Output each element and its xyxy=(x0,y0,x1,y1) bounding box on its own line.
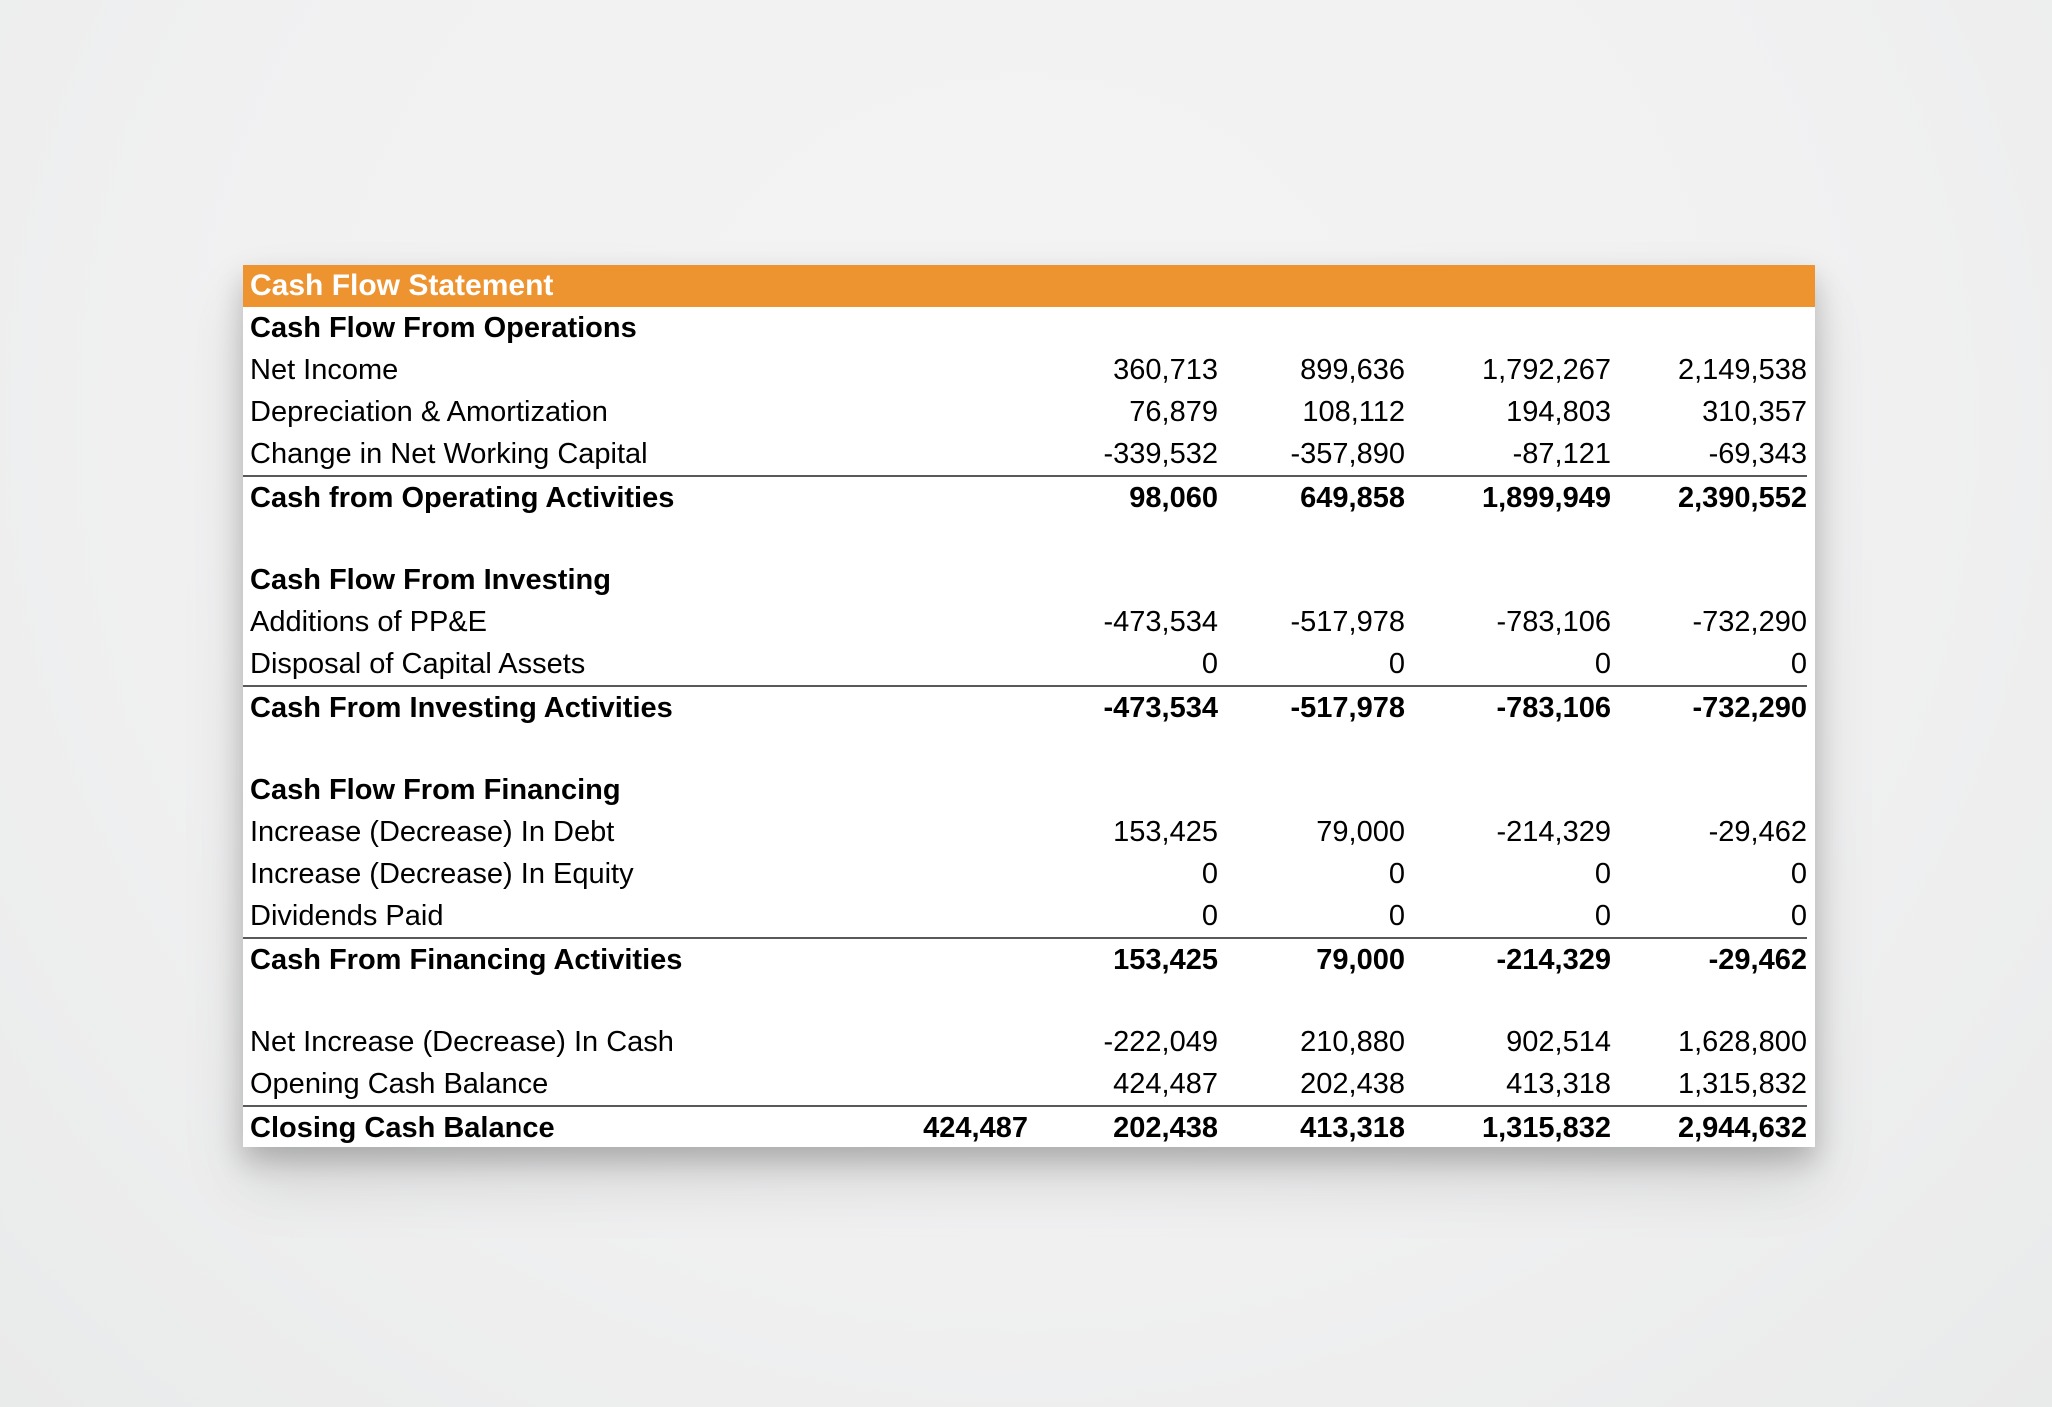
table-row-cash-flow-from-investing xyxy=(243,559,1807,601)
row-label: Cash Flow From Operations xyxy=(250,312,637,344)
row-value-col3: 0 xyxy=(1388,900,1405,932)
table-row-cash-flow-from-financing xyxy=(243,769,1807,811)
row-value-col3: 108,112 xyxy=(1302,396,1405,428)
row-value-col4: 902,514 xyxy=(1506,1026,1611,1058)
row-value-col5: 0 xyxy=(1790,900,1807,932)
row-value-col2: 0 xyxy=(1201,858,1218,890)
row-value-col2: 153,425 xyxy=(1113,816,1218,848)
statement-title: Cash Flow Statement xyxy=(250,269,554,302)
row-value-col2: 424,487 xyxy=(1113,1068,1218,1100)
row-value-col5: 1,628,800 xyxy=(1677,1026,1807,1058)
table-row-depreciation-amortization xyxy=(243,391,1807,433)
row-label: Increase (Decrease) In Equity xyxy=(250,858,634,890)
table-row-opening-cash-balance xyxy=(243,1063,1807,1105)
row-value-col2: 360,713 xyxy=(1113,354,1218,386)
statement-table xyxy=(243,307,1815,1147)
row-value-col2: 98,060 xyxy=(1129,482,1218,514)
table-row-closing-cash-balance xyxy=(243,1105,1807,1147)
row-value-col5: -29,462 xyxy=(1708,816,1807,848)
row-value-col3: 649,858 xyxy=(1300,482,1405,514)
row-label: Cash Flow From Financing xyxy=(250,774,621,806)
row-value-col5: 0 xyxy=(1790,648,1807,680)
row-label: Closing Cash Balance xyxy=(250,1112,555,1144)
row-value-col2: 76,879 xyxy=(1129,396,1218,428)
row-label: Increase (Decrease) In Debt xyxy=(250,816,615,848)
row-label: Depreciation & Amortization xyxy=(250,396,608,428)
row-value-col5: -29,462 xyxy=(1708,944,1807,976)
row-value-col2: 0 xyxy=(1201,648,1218,680)
row-value-col4: -214,329 xyxy=(1496,816,1611,848)
row-label: Net Increase (Decrease) In Cash xyxy=(250,1026,674,1058)
row-value-col1: 424,487 xyxy=(923,1112,1028,1144)
row-value-col2: 0 xyxy=(1201,900,1218,932)
row-value-col2: -339,532 xyxy=(1103,438,1218,470)
row-label: Dividends Paid xyxy=(250,900,444,932)
row-value-col5: 2,944,632 xyxy=(1677,1112,1807,1144)
row-value-col3: 210,880 xyxy=(1300,1026,1405,1058)
row-value-col4: -783,106 xyxy=(1496,606,1611,638)
row-value-col4: 0 xyxy=(1594,900,1611,932)
row-value-col2: -473,534 xyxy=(1103,692,1218,724)
row-value-col3: -357,890 xyxy=(1290,438,1405,470)
table-row-increase-decrease-in-equity xyxy=(243,853,1807,895)
row-value-col3: -517,978 xyxy=(1290,692,1405,724)
row-value-col4: -87,121 xyxy=(1512,438,1611,470)
row-value-col4: 0 xyxy=(1594,648,1611,680)
table-row-change-in-net-working-capital xyxy=(243,433,1807,475)
table-row-blank xyxy=(243,517,1807,559)
row-value-col4: 1,315,832 xyxy=(1481,1112,1611,1144)
row-value-col5: -732,290 xyxy=(1692,692,1807,724)
row-value-col4: -214,329 xyxy=(1496,944,1611,976)
table-row-cash-from-operating-activities xyxy=(243,475,1807,517)
row-value-col5: 2,149,538 xyxy=(1677,354,1807,386)
table-row-net-income xyxy=(243,349,1807,391)
row-value-col3: 413,318 xyxy=(1300,1112,1405,1144)
table-row-cash-from-investing-activities xyxy=(243,685,1807,727)
row-value-col4: 1,792,267 xyxy=(1481,354,1611,386)
row-value-col4: 1,899,949 xyxy=(1481,482,1611,514)
row-value-col3: 899,636 xyxy=(1300,354,1405,386)
row-label: Cash Flow From Investing xyxy=(250,564,611,596)
table-row-dividends-paid xyxy=(243,895,1807,937)
row-value-col5: -69,343 xyxy=(1708,438,1807,470)
cash-flow-statement-card xyxy=(243,265,1815,1147)
table-row-cash-flow-from-operations xyxy=(243,307,1807,349)
row-value-col3: 0 xyxy=(1388,648,1405,680)
row-value-col3: 79,000 xyxy=(1316,944,1405,976)
row-value-col2: -473,534 xyxy=(1103,606,1218,638)
row-value-col5: -732,290 xyxy=(1692,606,1807,638)
row-label: Cash From Financing Activities xyxy=(250,944,683,976)
row-label: Additions of PP&E xyxy=(250,606,487,638)
row-value-col3: 202,438 xyxy=(1300,1068,1405,1100)
row-label: Cash From Investing Activities xyxy=(250,692,673,724)
table-row-blank xyxy=(243,727,1807,769)
row-value-col5: 2,390,552 xyxy=(1677,482,1807,514)
row-label: Cash from Operating Activities xyxy=(250,482,675,514)
row-value-col5: 1,315,832 xyxy=(1677,1068,1807,1100)
row-value-col3: 79,000 xyxy=(1316,816,1405,848)
row-value-col4: 413,318 xyxy=(1506,1068,1611,1100)
row-value-col2: 153,425 xyxy=(1113,944,1218,976)
row-value-col5: 0 xyxy=(1790,858,1807,890)
table-row-net-increase-decrease-in-cash xyxy=(243,1021,1807,1063)
row-value-col2: -222,049 xyxy=(1103,1026,1218,1058)
row-value-col5: 310,357 xyxy=(1702,396,1807,428)
row-label: Opening Cash Balance xyxy=(250,1068,549,1100)
row-value-col4: -783,106 xyxy=(1496,692,1611,724)
row-value-col3: -517,978 xyxy=(1290,606,1405,638)
table-row-disposal-of-capital-assets xyxy=(243,643,1807,685)
table-row-blank xyxy=(243,979,1807,1021)
table-row-additions-of-pp-e xyxy=(243,601,1807,643)
row-label: Change in Net Working Capital xyxy=(250,438,648,470)
statement-title-bar xyxy=(243,265,1815,307)
row-value-col3: 0 xyxy=(1388,858,1405,890)
row-label: Net Income xyxy=(250,354,399,386)
row-label: Disposal of Capital Assets xyxy=(250,648,586,680)
row-value-col4: 0 xyxy=(1594,858,1611,890)
table-row-increase-decrease-in-debt xyxy=(243,811,1807,853)
row-value-col4: 194,803 xyxy=(1506,396,1611,428)
row-value-col2: 202,438 xyxy=(1113,1112,1218,1144)
table-row-cash-from-financing-activities xyxy=(243,937,1807,979)
